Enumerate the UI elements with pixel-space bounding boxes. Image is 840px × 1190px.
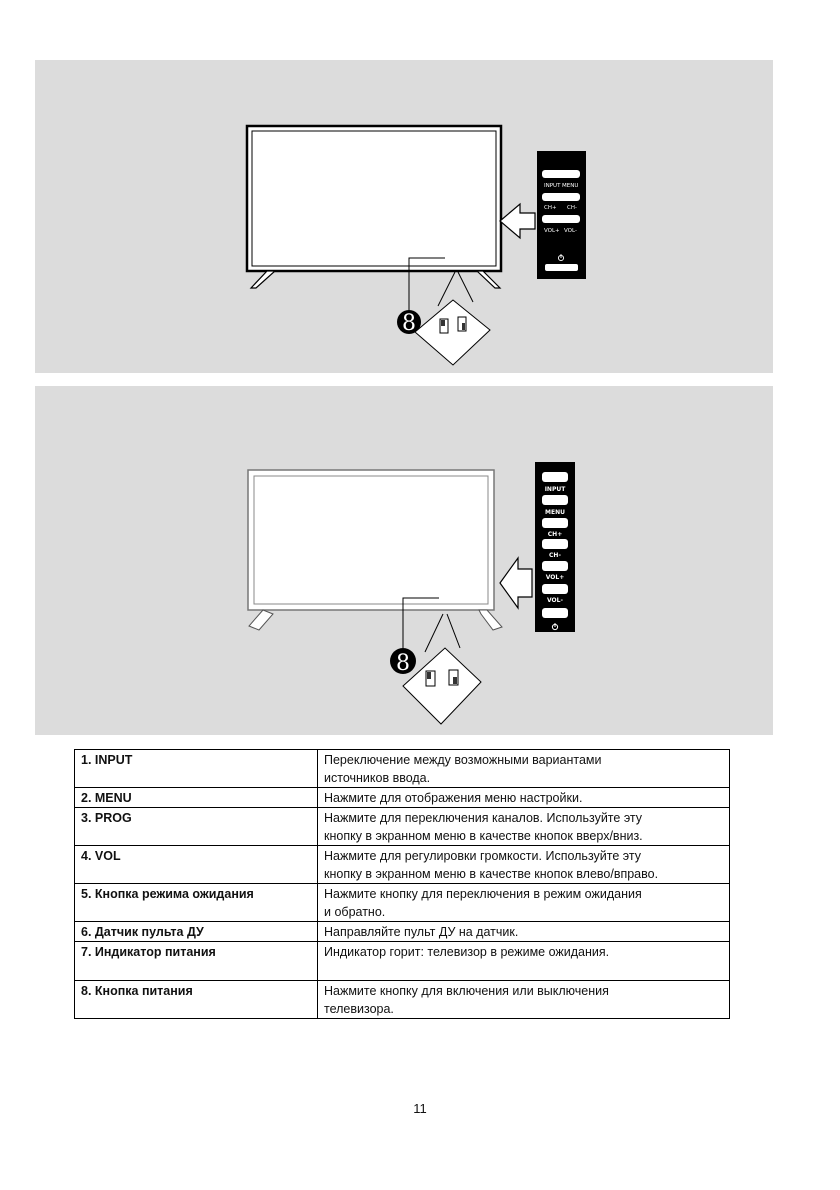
button-label-menu: MENU [545,509,565,516]
control-name: 6. Датчик пульта ДУ [75,922,318,942]
callout-8-label: 8 [396,651,410,676]
control-name: 7. Индикатор питания [75,942,318,981]
tv-diagram-2-svg [35,386,773,735]
control-name: 5. Кнопка режима ожидания [75,884,318,922]
button-ch[interactable] [542,193,580,201]
tv-diagram-1-svg [35,60,773,373]
tv-screen [252,131,496,266]
control-description: Нажмите для отображения меню настройки. [318,788,730,808]
control-description: Нажмите кнопку для включения или выключения телевизора. [318,981,730,1019]
tv-leg-left [251,271,275,288]
button-vol[interactable] [542,215,580,223]
button-input[interactable] [542,170,580,178]
control-description: Нажмите для переключения каналов. Используйте эту кнопку в экранном меню в качестве кнопок вверх/вниз. [318,808,730,846]
table-row [75,884,730,922]
button-label-input: INPUT [544,183,561,189]
tv-leg-left [249,610,273,630]
arrow-left-icon [500,558,532,608]
button-vol-plus[interactable] [542,561,568,571]
table-row [75,750,730,788]
table-row [75,942,730,981]
arrow-left-icon [500,204,535,238]
table-row [75,846,730,884]
tv-leg-right [477,271,500,288]
button-vol-minus[interactable] [542,584,568,594]
diagram-tv-model-1 [35,60,773,373]
switch-detail-bubble [415,300,490,365]
button-label-ch-plus: CH+ [547,531,563,538]
callout-8-label: 8 [402,311,416,336]
control-name: 2. MENU [75,788,318,808]
button-ch-plus[interactable] [542,518,568,528]
tv-screen [254,476,488,604]
control-description: Индикатор горит: телевизор в режиме ожидания. [318,942,730,981]
button-label-vol-plus: VOL+ [544,228,560,234]
button-label-vol-plus: VOL+ [545,574,565,581]
controls-description-table [74,749,730,1019]
button-label-ch-minus: CH- [549,552,561,559]
button-label-ch-plus: CH+ [544,205,557,211]
table-row [75,922,730,942]
page-number: 11 [413,1101,427,1116]
control-name: 8. Кнопка питания [75,981,318,1019]
table-row [75,981,730,1019]
control-name: 3. PROG [75,808,318,846]
tv-leg-right [479,610,502,630]
diagram-tv-model-2 [35,386,773,735]
switch-pointer-line [458,272,473,302]
control-description: Направляйте пульт ДУ на датчик. [318,922,730,942]
control-name: 1. INPUT [75,750,318,788]
button-label-vol-minus: VOL- [564,228,577,234]
button-input[interactable] [542,472,568,482]
switch-pointer-line [425,614,443,652]
button-power[interactable] [545,264,578,271]
control-name: 4. VOL [75,846,318,884]
button-label-menu: MENU [562,183,579,189]
control-description: Переключение между возможными вариантами источников ввода. [318,750,730,788]
button-label-vol-minus: VOL- [547,597,563,604]
table-row [75,808,730,846]
button-power[interactable] [542,608,568,618]
button-label-ch-minus: CH- [567,205,577,211]
table-row [75,788,730,808]
control-description: Нажмите кнопку для переключения в режим ожидания и обратно. [318,884,730,922]
control-description: Нажмите для регулировки громкости. Используйте эту кнопку в экранном меню в качестве кнопок влево/вправо. [318,846,730,884]
switch-pointer-line [447,614,460,648]
button-label-input: INPUT [544,486,566,493]
button-menu[interactable] [542,495,568,505]
button-ch-minus[interactable] [542,539,568,549]
